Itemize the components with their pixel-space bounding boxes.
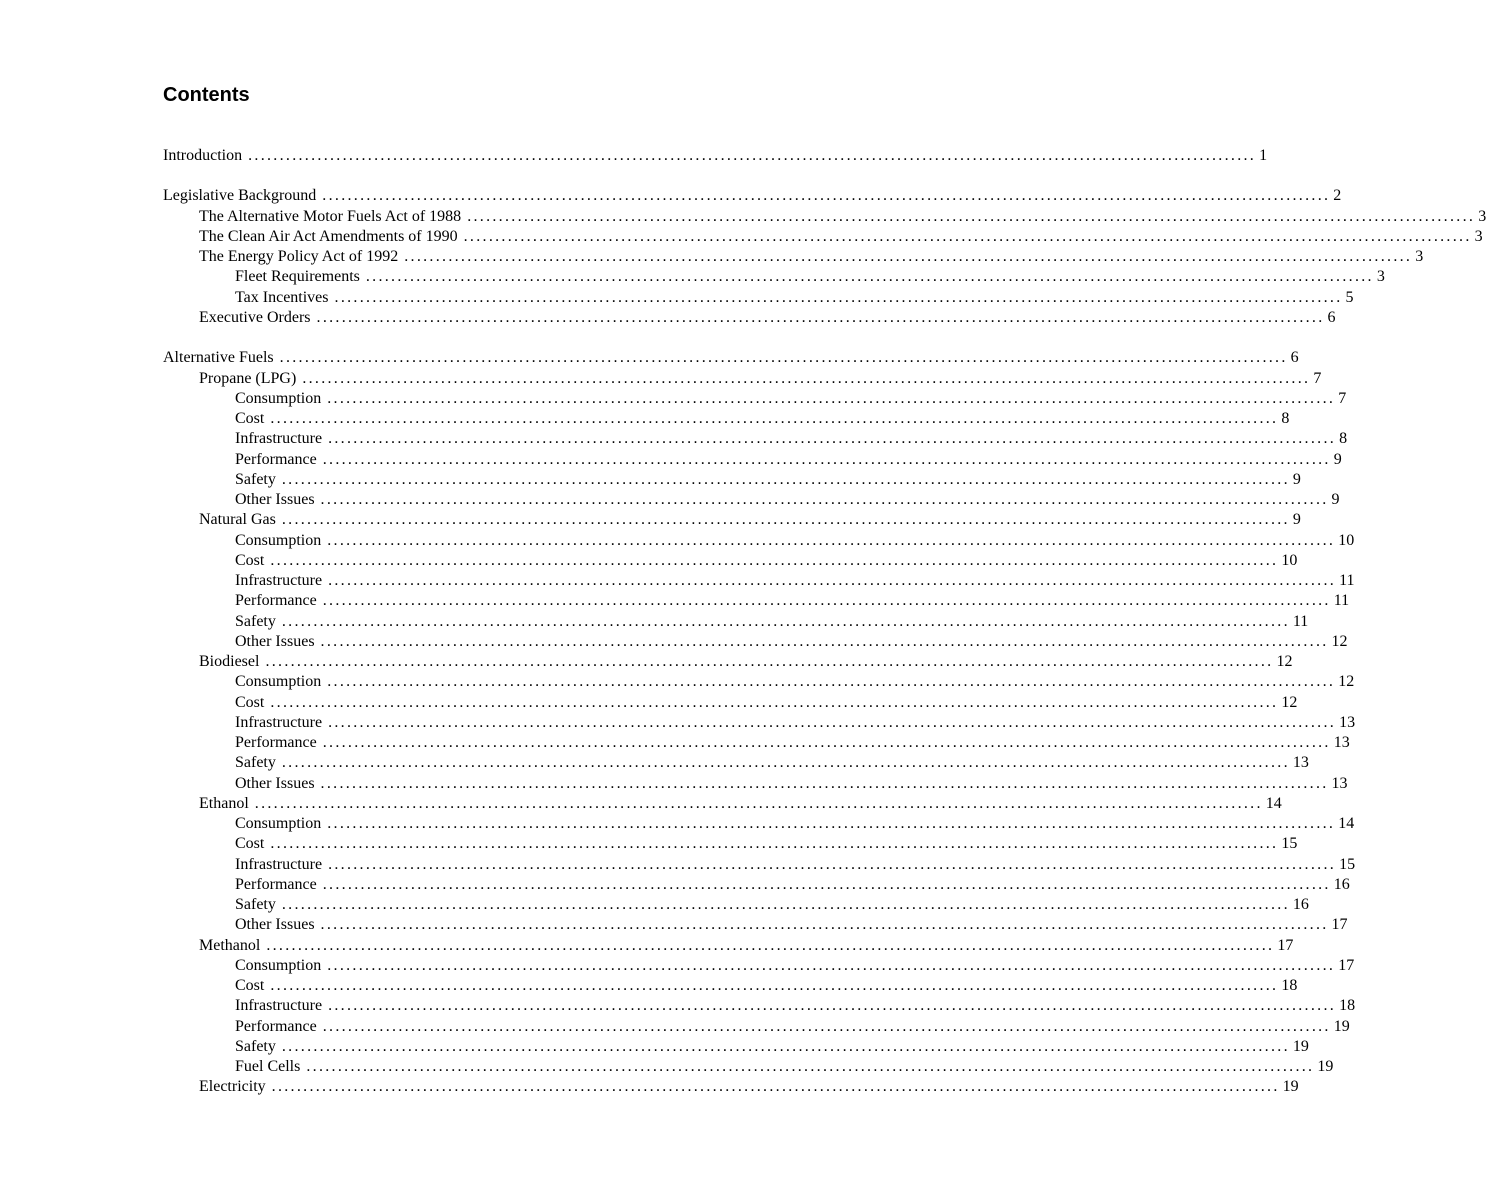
toc-entry[interactable] <box>163 814 1355 834</box>
dot-leader: ................................................................................................................................................................ <box>248 147 1257 164</box>
toc-entry-title: Infrastructure <box>235 430 323 448</box>
toc-entry-title: Performance <box>235 875 317 893</box>
toc-entry[interactable] <box>163 551 1298 571</box>
toc-entry-page-number: 7 <box>1313 369 1322 387</box>
toc-entry-title: Ethanol <box>199 794 249 812</box>
toc-entry[interactable] <box>163 733 1350 753</box>
toc-entry-title: Safety <box>235 612 276 630</box>
dot-leader: ................................................................................................................................................................ <box>328 997 1337 1015</box>
toc-entry-page-number: 2 <box>1333 187 1342 205</box>
toc-entry[interactable] <box>163 470 1301 490</box>
toc-entry-title: Safety <box>235 1037 276 1055</box>
toc-entry[interactable] <box>163 1017 1350 1037</box>
toc-entry-title: Safety <box>235 754 276 772</box>
dot-leader: ................................................................................................................................................................ <box>322 187 1331 205</box>
dot-leader: ................................................................................................................................................................ <box>328 855 1337 873</box>
toc-entry-page-number: 15 <box>1281 835 1298 853</box>
toc-entry-title: Consumption <box>235 389 322 407</box>
toc-entry[interactable] <box>163 490 1340 510</box>
toc-entry-page-number: 12 <box>1331 632 1348 650</box>
dot-leader: ................................................................................................................................................................ <box>328 430 1337 448</box>
toc-entry-page-number: 19 <box>1282 1078 1299 1096</box>
dot-leader: ................................................................................................................................................................ <box>322 592 1331 610</box>
toc-entry-title: Executive Orders <box>199 308 311 326</box>
dot-leader: ................................................................................................................................................................ <box>322 450 1331 468</box>
toc-entry-page-number: 8 <box>1339 430 1348 448</box>
toc-entry-page-number: 14 <box>1338 815 1355 833</box>
toc-entry[interactable] <box>163 267 1385 287</box>
toc-entry-page-number: 9 <box>1292 470 1301 488</box>
dot-leader: ................................................................................................................................................................ <box>328 713 1337 731</box>
toc-entry[interactable] <box>163 976 1298 996</box>
toc-entry-page-number: 19 <box>1317 1058 1334 1076</box>
toc-entry-title: The Energy Policy Act of 1992 <box>199 248 399 266</box>
toc-entry-page-number: 13 <box>1292 754 1309 772</box>
toc-entry-title: Consumption <box>235 956 322 974</box>
toc-entry[interactable] <box>163 1057 1334 1077</box>
toc-entry-page-number: 16 <box>1333 875 1350 893</box>
dot-leader: ................................................................................................................................................................ <box>404 248 1413 266</box>
toc-entry-page-number: 12 <box>1276 653 1293 671</box>
dot-leader: ................................................................................................................................................................ <box>467 207 1476 225</box>
toc-entry[interactable] <box>163 1077 1299 1097</box>
dot-leader: ................................................................................................................................................................ <box>270 835 1279 853</box>
dot-leader: ................................................................................................................................................................ <box>270 410 1279 428</box>
dot-leader: ................................................................................................................................................................ <box>365 268 1374 286</box>
dot-leader: ................................................................................................................................................................ <box>266 936 1275 954</box>
dot-leader: ................................................................................................................................................................ <box>320 632 1329 650</box>
dot-leader: ................................................................................................................................................................ <box>327 673 1336 691</box>
toc-entry-page-number: 10 <box>1281 551 1298 569</box>
dot-leader: ................................................................................................................................................................ <box>327 531 1336 549</box>
toc-entry-page-number: 6 <box>1290 349 1299 367</box>
toc-entry-title: Natural Gas <box>199 511 276 529</box>
toc-entry-title: Performance <box>235 450 317 468</box>
toc-entry-page-number: 9 <box>1333 450 1342 468</box>
toc-entry-title: Other Issues <box>235 916 315 934</box>
dot-leader: ................................................................................................................................................................ <box>306 1058 1315 1076</box>
toc-entry[interactable] <box>163 207 1486 227</box>
toc-entry-page-number: 13 <box>1331 774 1348 792</box>
toc-entry-page-number: 9 <box>1331 491 1340 509</box>
toc-section <box>163 186 1486 328</box>
dot-leader: ................................................................................................................................................................ <box>302 369 1311 387</box>
toc-entry-title: The Clean Air Act Amendments of 1990 <box>199 227 458 245</box>
toc-entry-page-number: 15 <box>1339 855 1356 873</box>
toc-entry[interactable] <box>163 996 1356 1016</box>
dot-leader: ................................................................................................................................................................ <box>270 693 1279 711</box>
toc-entry-title: Consumption <box>235 815 322 833</box>
toc-entry[interactable] <box>163 510 1301 530</box>
toc-entry-title: Electricity <box>199 1078 266 1096</box>
toc-entry-page-number: 16 <box>1292 896 1309 914</box>
toc-entry[interactable] <box>163 693 1298 713</box>
toc-entry[interactable] <box>163 146 1268 166</box>
toc-entry-title: Consumption <box>235 531 322 549</box>
toc-entry-page-number: 1 <box>1259 147 1268 164</box>
toc-entry[interactable] <box>163 247 1424 267</box>
toc-entry[interactable] <box>163 652 1293 672</box>
toc-entry-title: Cost <box>235 835 265 853</box>
toc-entry-title: Cost <box>235 551 265 569</box>
toc-entry[interactable] <box>163 753 1309 773</box>
toc-entry[interactable] <box>163 915 1348 935</box>
toc-entry[interactable] <box>163 186 1342 206</box>
toc-entry-page-number: 6 <box>1327 308 1336 326</box>
toc-entry-page-number: 13 <box>1339 713 1356 731</box>
toc-entry[interactable] <box>163 855 1356 875</box>
dot-leader: ................................................................................................................................................................ <box>316 308 1325 326</box>
dot-leader: ................................................................................................................................................................ <box>327 389 1336 407</box>
toc-entry-title: Other Issues <box>235 774 315 792</box>
toc-entry-title: Cost <box>235 410 265 428</box>
toc-entry-page-number: 3 <box>1376 268 1385 286</box>
toc-section <box>163 146 1268 166</box>
dot-leader: ................................................................................................................................................................ <box>281 612 1290 630</box>
toc-entry-page-number: 18 <box>1339 997 1356 1015</box>
toc-entry[interactable] <box>163 348 1299 368</box>
dot-leader: ................................................................................................................................................................ <box>281 896 1290 914</box>
toc-entry[interactable] <box>163 956 1355 976</box>
dot-leader: ................................................................................................................................................................ <box>281 1037 1290 1055</box>
toc-entry-title: Performance <box>235 592 317 610</box>
toc-entry-title: Safety <box>235 896 276 914</box>
toc-entry-page-number: 7 <box>1338 389 1347 407</box>
toc-entry-title: Fuel Cells <box>235 1058 301 1076</box>
toc-entry-page-number: 11 <box>1339 572 1355 590</box>
toc-entry-page-number: 13 <box>1333 734 1350 752</box>
toc-entry-title: Safety <box>235 470 276 488</box>
toc-entry[interactable] <box>163 672 1355 692</box>
table-of-contents <box>163 146 1486 1118</box>
toc-entry-title: The Alternative Motor Fuels Act of 1988 <box>199 207 462 225</box>
dot-leader: ................................................................................................................................................................ <box>254 794 1263 812</box>
toc-entry-page-number: 3 <box>1478 207 1486 225</box>
toc-entry[interactable] <box>163 308 1336 328</box>
dot-leader: ................................................................................................................................................................ <box>463 227 1472 245</box>
dot-leader: ................................................................................................................................................................ <box>320 916 1329 934</box>
toc-entry-page-number: 3 <box>1474 227 1483 245</box>
toc-entry[interactable] <box>163 450 1342 470</box>
toc-entry[interactable] <box>163 409 1290 429</box>
toc-entry-title: Biodiesel <box>199 653 260 671</box>
dot-leader: ................................................................................................................................................................ <box>270 551 1279 569</box>
toc-entry-title: Other Issues <box>235 491 315 509</box>
toc-entry[interactable] <box>163 429 1348 449</box>
toc-entry-page-number: 11 <box>1292 612 1309 630</box>
toc-entry-title: Consumption <box>235 673 322 691</box>
toc-section <box>163 348 1356 1097</box>
dot-leader: ................................................................................................................................................................ <box>328 572 1337 590</box>
toc-entry-page-number: 12 <box>1281 693 1298 711</box>
toc-entry-page-number: 18 <box>1281 977 1298 995</box>
dot-leader: ................................................................................................................................................................ <box>327 815 1336 833</box>
toc-entry-title: Introduction <box>163 147 243 164</box>
toc-entry-title: Other Issues <box>235 632 315 650</box>
toc-entry[interactable] <box>163 834 1298 854</box>
dot-leader: ................................................................................................................................................................ <box>281 754 1290 772</box>
toc-entry[interactable] <box>163 774 1348 794</box>
toc-entry-page-number: 19 <box>1333 1017 1350 1035</box>
toc-entry-page-number: 19 <box>1292 1037 1309 1055</box>
toc-entry[interactable] <box>163 227 1483 247</box>
toc-entry[interactable] <box>163 591 1350 611</box>
dot-leader: ................................................................................................................................................................ <box>271 1078 1280 1096</box>
dot-leader: ................................................................................................................................................................ <box>322 1017 1331 1035</box>
toc-entry-title: Performance <box>235 1017 317 1035</box>
dot-leader: ................................................................................................................................................................ <box>265 653 1274 671</box>
toc-entry-title: Fleet Requirements <box>235 268 360 286</box>
dot-leader: ................................................................................................................................................................ <box>270 977 1279 995</box>
dot-leader: ................................................................................................................................................................ <box>334 288 1343 306</box>
toc-entry-title: Cost <box>235 977 265 995</box>
toc-entry[interactable] <box>163 288 1354 308</box>
toc-entry[interactable] <box>163 632 1348 652</box>
page-title: Contents <box>163 84 250 106</box>
toc-entry-page-number: 3 <box>1415 248 1424 266</box>
toc-entry[interactable] <box>163 713 1356 733</box>
toc-entry-page-number: 17 <box>1331 916 1348 934</box>
toc-entry-page-number: 5 <box>1345 288 1354 306</box>
toc-entry-title: Methanol <box>199 936 261 954</box>
toc-entry-page-number: 10 <box>1338 531 1355 549</box>
toc-entry-page-number: 11 <box>1333 592 1350 610</box>
toc-entry-title: Cost <box>235 693 265 711</box>
toc-entry-title: Alternative Fuels <box>163 349 274 367</box>
toc-entry-page-number: 9 <box>1292 511 1301 529</box>
toc-entry[interactable] <box>163 531 1355 551</box>
dot-leader: ................................................................................................................................................................ <box>281 470 1290 488</box>
toc-entry[interactable] <box>163 1037 1309 1057</box>
dot-leader: ................................................................................................................................................................ <box>327 956 1336 974</box>
toc-entry-title: Performance <box>235 734 317 752</box>
toc-entry[interactable] <box>163 571 1355 591</box>
toc-entry[interactable] <box>163 369 1322 389</box>
toc-entry-page-number: 17 <box>1338 956 1355 974</box>
toc-entry-page-number: 14 <box>1265 794 1282 812</box>
dot-leader: ................................................................................................................................................................ <box>320 491 1329 509</box>
toc-entry[interactable] <box>163 389 1347 409</box>
toc-entry-title: Tax Incentives <box>235 288 329 306</box>
toc-entry-title: Legislative Background <box>163 187 317 205</box>
toc-entry-title: Infrastructure <box>235 572 323 590</box>
toc-entry[interactable] <box>163 936 1294 956</box>
toc-entry[interactable] <box>163 895 1309 915</box>
dot-leader: ................................................................................................................................................................ <box>281 511 1290 529</box>
toc-entry-page-number: 17 <box>1277 936 1294 954</box>
toc-entry[interactable] <box>163 875 1350 895</box>
dot-leader: ................................................................................................................................................................ <box>320 774 1329 792</box>
toc-entry-title: Infrastructure <box>235 713 323 731</box>
toc-entry[interactable] <box>163 612 1309 632</box>
toc-entry[interactable] <box>163 794 1282 814</box>
toc-entry-page-number: 8 <box>1281 410 1290 428</box>
dot-leader: ................................................................................................................................................................ <box>322 875 1331 893</box>
toc-entry-page-number: 12 <box>1338 673 1355 691</box>
dot-leader: ................................................................................................................................................................ <box>279 349 1288 367</box>
toc-entry-title: Infrastructure <box>235 855 323 873</box>
dot-leader: ................................................................................................................................................................ <box>322 734 1331 752</box>
toc-entry-title: Propane (LPG) <box>199 369 297 387</box>
toc-entry-title: Infrastructure <box>235 997 323 1015</box>
